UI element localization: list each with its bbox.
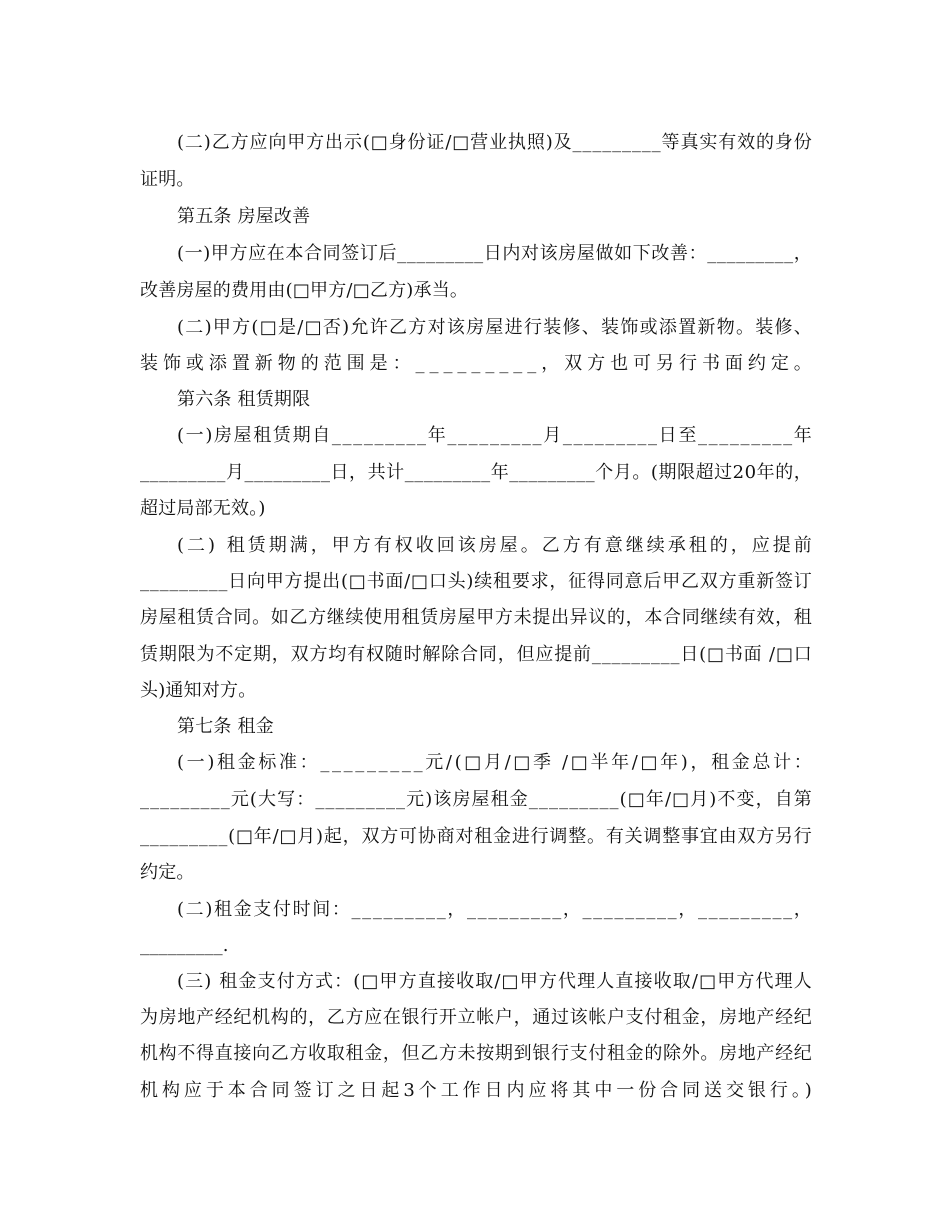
- text-line: (三) 租金支付方式：(□甲方直接收取/□甲方代理人直接收取/□甲方代理人: [177, 971, 813, 992]
- section-heading: 第五条 房屋改善: [177, 206, 311, 227]
- text-line: 超过局部无效。): [140, 498, 266, 519]
- text-line: 约定。: [140, 862, 195, 883]
- text-line: 机构不得直接向乙方收取租金，但乙方未按期到银行支付租金的除外。房地产经纪: [140, 1043, 813, 1064]
- text-line: 改善房屋的费用由(□甲方/□乙方)承当。: [140, 280, 469, 301]
- text-line: 头)通知对方。: [140, 680, 257, 701]
- text-line: 机构应于本合同签订之日起3个工作日内应将其中一份合同送交银行。): [140, 1080, 816, 1101]
- section-heading: 第七条 租金: [177, 716, 274, 737]
- text-line: _________.: [140, 935, 229, 956]
- text-line: 为房地产经纪机构的，乙方应在银行开立帐户，通过该帐户支付租金，房地产经纪: [140, 1007, 813, 1028]
- text-line: (一)甲方应在本合同签订后_________日内对该房屋做如下改善：_________，: [177, 243, 813, 264]
- section-heading: 第六条 租赁期限: [177, 389, 311, 410]
- text-line: (一)租金标准：_________元/(□月/□季 /□半年/□年)，租金总计：: [177, 752, 815, 773]
- text-line: (二)甲方(□是/□否)允许乙方对该房屋进行装修、装饰或添置新物。装修、: [177, 317, 814, 338]
- text-line: _________元(大写：_________元)该房屋租金_________(□年/□月)不变，自第: [140, 789, 813, 810]
- text-line: 证明。: [140, 169, 195, 190]
- text-line: _________月_________日，共计_________年_________个月。(期限超过20年的，: [140, 462, 813, 483]
- text-line: (二)租金支付时间：_________，_________，_________，_________，: [177, 899, 814, 920]
- text-line: 装饰或添置新物的范围是：_________，双方也可另行书面约定。: [140, 353, 817, 374]
- text-line: (二)乙方应向甲方出示(□身份证/□营业执照)及_________等真实有效的身份: [177, 132, 813, 153]
- text-line: (二) 租赁期满，甲方有权收回该房屋。乙方有意继续承租的，应提前: [177, 535, 815, 556]
- text-line: (一)房屋租赁期自_________年_________月_________日至_________年: [177, 425, 814, 446]
- text-line: _________(□年/□月)起，双方可协商对租金进行调整。有关调整事宜由双方另行: [140, 826, 813, 847]
- text-line: 赁期限为不定期，双方均有权随时解除合同，但应提前_________日(□书面 /□口: [140, 644, 813, 665]
- text-line: 房屋租赁合同。如乙方继续使用租赁房屋甲方未提出异议的，本合同继续有效，租: [140, 607, 813, 628]
- text-line: _________日向甲方提出(□书面/□口头)续租要求，征得同意后甲乙双方重新签订: [140, 571, 813, 592]
